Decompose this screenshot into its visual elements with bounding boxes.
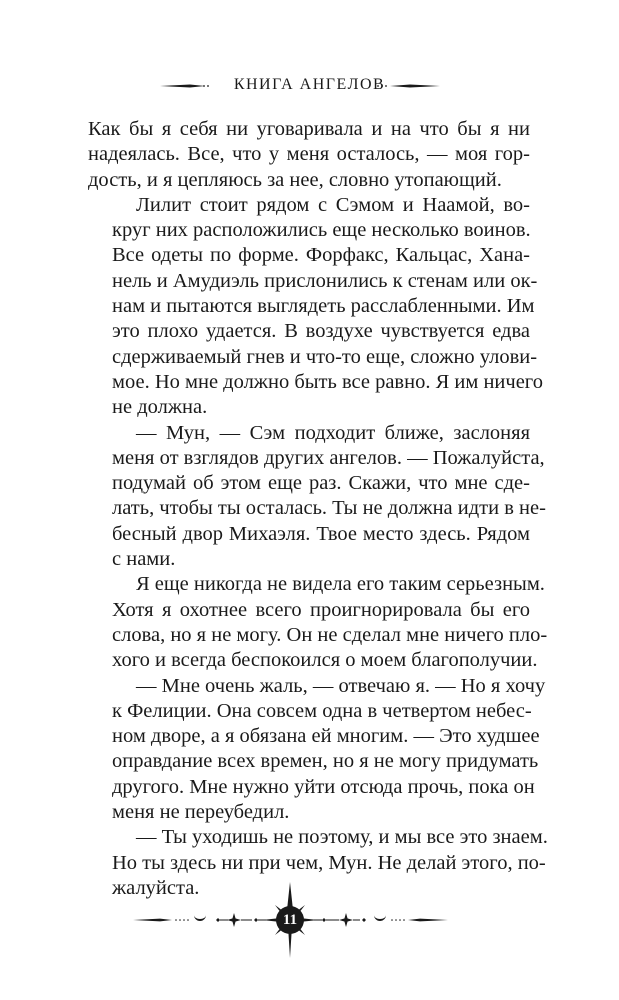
text-line: — Мне очень жаль, — отвечаю я. — Но я хочу [136, 674, 546, 697]
text-line: Но ты здесь ни при чем, Мун. Не делай этого, по- [112, 851, 546, 874]
footer-ornament [0, 880, 619, 960]
text-line: жалуйста. [112, 876, 200, 899]
paragraph [88, 572, 548, 673]
text-line: лать, чтобы ты осталась. Ты не должна идти в не- [112, 497, 546, 520]
text-line: круг них расположились еще несколько воинов. [112, 219, 531, 242]
text-line: не должна. [112, 396, 208, 419]
text-line: Я еще никогда не видела его таким серьезным. [136, 573, 545, 596]
text-line: — Ты уходишь не поэтому, и мы все это знаем. [136, 826, 548, 849]
page-footer [0, 880, 619, 960]
running-header [0, 74, 619, 98]
text-line: другого. Мне нужно уйти отсюда прочь, пока он [112, 775, 535, 798]
body-text [88, 117, 548, 901]
text-line: — Мун, — Сэм подходит ближе, заслоняя [136, 421, 530, 444]
text-line: меня не переубедил. [112, 801, 290, 824]
text-line: нель и Амудиэль прислонились к стенам или ок- [112, 269, 538, 292]
text-line: надеялась. Все, что у меня осталось, — моя гор- [88, 143, 530, 166]
paragraph [88, 674, 546, 826]
text-line: слова, но я не могу. Он не сделал мне ничего пло- [112, 623, 548, 646]
text-line: нам и пытаются выглядеть расслабленными. Им [112, 295, 535, 318]
text-line: хого и всегда беспокоился о моем благополучии. [112, 649, 538, 672]
text-line: ном дворе, а я обязана ей многим. — Это худшее [112, 725, 540, 748]
text-line: меня от взглядов других ангелов. — Пожалуйста, [112, 446, 545, 469]
text-line: дость, и я цепляюсь за нее, словно утопающий. [88, 168, 502, 191]
paragraph [88, 193, 543, 421]
text-line: Все одеты по форме. Форфакс, Кальцас, Хана- [112, 244, 530, 267]
text-line: Лилит стоит рядом с Сэмом и Наамой, во- [136, 193, 530, 216]
text-line: оправдание всех времен, но я не могу придумать [112, 750, 539, 773]
text-line: с нами. [112, 548, 176, 571]
text-line: Хотя я охотнее всего проигнорировала бы его [112, 598, 530, 621]
paragraph [88, 421, 546, 573]
paragraph [88, 117, 530, 193]
text-line: бесный двор Михаэля. Твое место здесь. Рядом [112, 522, 530, 545]
text-line: Как бы я себя ни уговаривала и на что бы я ни [88, 118, 530, 140]
text-line: к Фелиции. Она совсем одна в четвертом небес- [112, 699, 532, 722]
text-line: сдерживаемый гнев и что-то еще, сложно улови- [112, 345, 538, 368]
text-line: мое. Но мне должно быть все равно. Я им ничего [112, 370, 543, 393]
page-number: 11 [282, 912, 298, 928]
text-line: подумай об этом еще раз. Скажи, что мне сде- [112, 472, 530, 495]
text-line: это плохо удается. В воздухе чувствуется едва [112, 320, 530, 343]
book-title: КНИГА АНГЕЛОВ [233, 76, 386, 93]
